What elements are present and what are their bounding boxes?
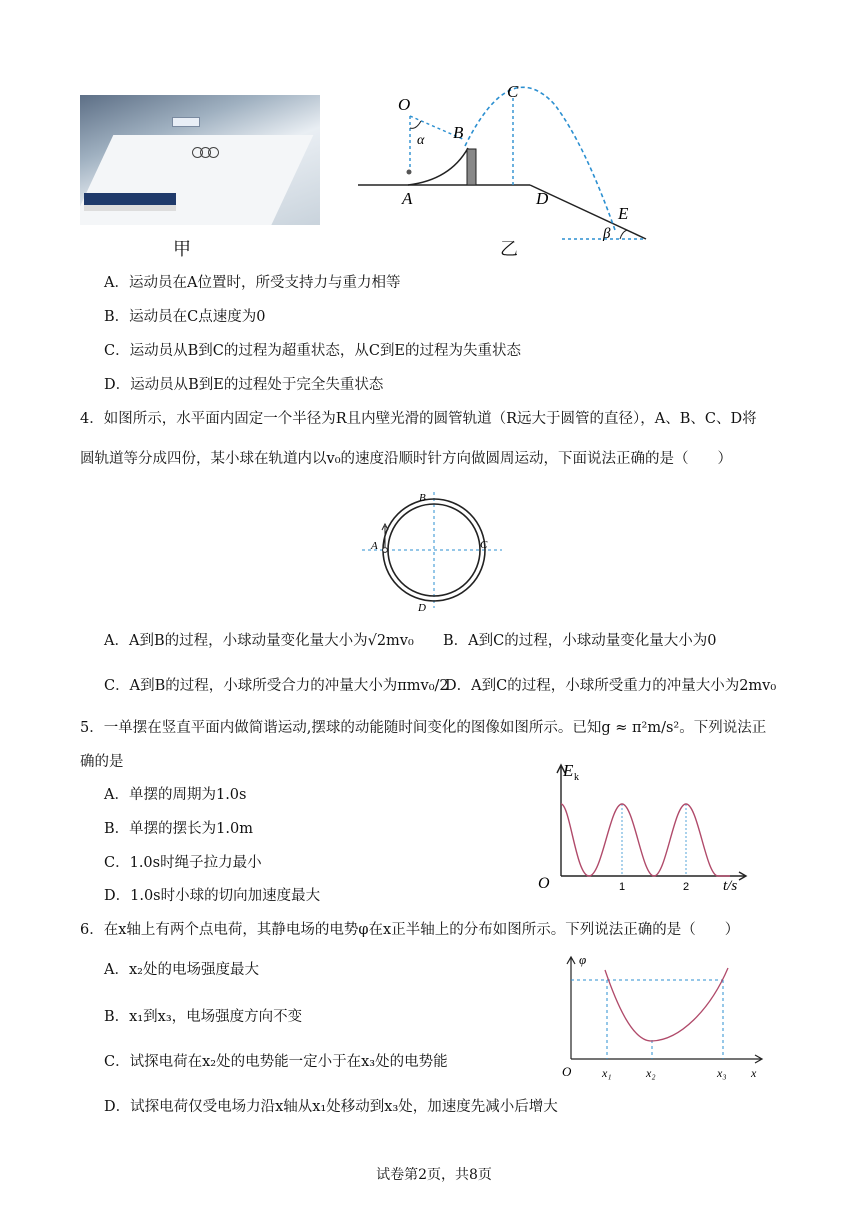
ek-curve (561, 804, 730, 876)
q5-option-c: C．1.0s时绳子拉力最小 (104, 855, 262, 871)
trajectory-diagram (350, 80, 660, 250)
q4-label-d: D (418, 602, 426, 614)
phi-x1: x₁ (602, 1066, 612, 1080)
label-b: B (453, 123, 464, 142)
q6-option-d: D．试探电荷仅受电场力沿x轴从x₁处移动到x₃处，加速度先减小后增大 (104, 1099, 558, 1115)
ek-tick-1: 1 (619, 881, 626, 893)
label-a: A (402, 189, 413, 208)
phi-label: φ (579, 952, 587, 967)
q5-option-a: A．单摆的周期为1.0s (104, 787, 247, 803)
phi-x3: x₃ (717, 1066, 727, 1080)
q4-option-a: A．A到B的过程，小球动量变化量大小为√2mv₀ (104, 633, 414, 649)
photo-score-sign (172, 117, 200, 127)
phi-x2: x₂ (646, 1066, 656, 1080)
figure-jia-caption: 甲 (173, 239, 191, 260)
ek-ysub: k (574, 772, 579, 783)
phi-origin: O (562, 1064, 572, 1079)
ski-jump-photo (80, 95, 320, 225)
q5-option-d: D．1.0s时小球的切向加速度最大 (104, 888, 321, 904)
q4-option-d: D．A到C的过程，小球所受重力的冲量大小为2mv₀ (445, 678, 777, 694)
skier-icon (407, 170, 412, 175)
ek-ylabel: E (563, 761, 574, 780)
ball-icon (383, 548, 388, 553)
page-footer: 试卷第2页，共8页 (376, 1167, 492, 1183)
ek-tick-2: 2 (683, 881, 690, 893)
q3-option-a: A．运动员在A位置时，所受支持力与重力相等 (104, 275, 401, 291)
q5-stem-line2: 确的是 (80, 754, 124, 770)
q6-option-a: A．x₂处的电场强度最大 (104, 962, 259, 978)
phi-xaxis: x (751, 1066, 757, 1080)
q6-option-c: C．试探电荷在x₂处的电势能一定小于在x₃处的电势能 (104, 1054, 448, 1070)
q4-option-c: C．A到B的过程，小球所受合力的冲量大小为πmv₀/2 (104, 678, 449, 694)
q4-option-b: B．A到C的过程，小球动量变化量大小为0 (443, 633, 717, 649)
q3-option-c: C．运动员从B到C的过程为超重状态，从C到E的过程为失重状态 (104, 343, 522, 359)
ek-xlabel: t/s (723, 878, 738, 894)
kinetic-energy-graph (530, 758, 755, 898)
label-c: C (507, 82, 519, 101)
label-d: D (536, 189, 549, 208)
label-beta: β (603, 226, 611, 242)
figure-yi-caption: 乙 (500, 239, 518, 260)
q6-stem: 6．在x轴上有两个点电荷，其静电场的电势φ在x正半轴上的分布如图所示。下列说法正确的是（ ） (80, 922, 740, 938)
label-alpha: α (417, 133, 425, 148)
potential-graph (555, 950, 770, 1085)
q4-label-b: B (419, 492, 426, 504)
q5-option-b: B．单摆的摆长为1.0m (104, 821, 253, 837)
label-e: E (618, 204, 629, 223)
label-o: O (398, 95, 411, 114)
q5-stem-line1: 5．一单摆在竖直平面内做简谐运动,摆球的动能随时间变化的图像如图所示。已知g ≈ π²m/s²。下列说法正 (80, 720, 767, 736)
q6-option-b: B．x₁到x₃，电场强度方向不变 (104, 1009, 303, 1025)
potential-curve (605, 968, 728, 1041)
q3-option-b: B．运动员在C点速度为0 (104, 309, 266, 325)
ek-origin: O (538, 875, 550, 892)
q3-option-d: D．运动员从B到E的过程处于完全失重状态 (104, 377, 384, 393)
q4-stem-line2: 圆轨道等分成四份，某小球在轨道内以v₀的速度沿顺时针方向做圆周运动，下面说法正确的是（ ） (80, 451, 733, 467)
q4-label-c: C (480, 539, 488, 551)
photo-caption-bar (84, 193, 176, 205)
q4-label-a: A (371, 540, 378, 552)
circular-track-diagram (362, 490, 507, 618)
q4-stem-line1: 4．如图所示，水平面内固定一个半径为R且内壁光滑的圆管轨道（R远大于圆管的直径），A、B、C、D将 (80, 411, 757, 427)
